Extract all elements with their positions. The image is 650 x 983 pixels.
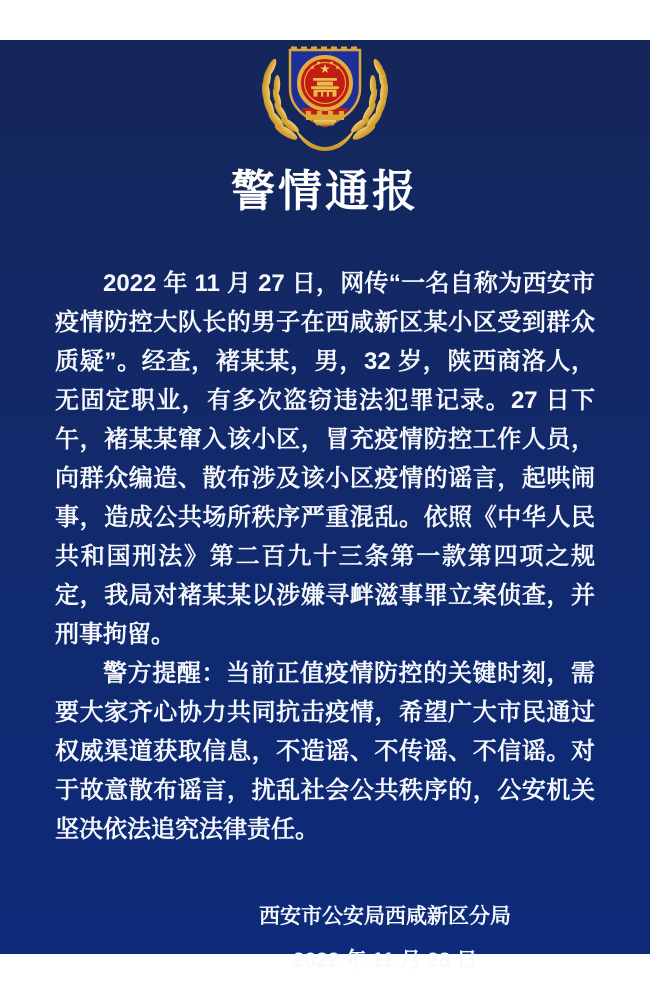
tiananmen-icon [311,78,339,97]
great-wall-gate [313,120,337,126]
police-notice-page [0,40,650,972]
police-badge-icon [250,40,400,152]
notice-title: 警情通报 [231,167,419,216]
signature-block [120,895,650,983]
issuing-agency: 西安市公安局西咸新区分局 [259,905,511,928]
badge-base-fan [294,126,356,151]
notice-body [55,264,595,849]
notice-paragraph-2: 警方提醒：当前正值疫情防控的关键时刻，需要大家齐心协力共同抗击疫情，希望广大市民通过权威渠道获取信息，不造谣、不传谣、不信谣。对于故意散布谣言，扰乱社会公共秩序的，公安机关坚决依法追究法律责任。 [55,660,595,843]
issue-date: 2022 年 11 月 28 日 [292,949,478,972]
notice-paragraph-1: 2022 年 11 月 27 日，网传“一名自称为西安市疫情防控大队长的男子在西咸新区某小区受到群众质疑”。经查，褚某某，男，32 岁，陕西商洛人，无固定职业，有多次盗窃违法犯罪记录。27 日下午，褚某某窜入该小区，冒充疫情防控工作人员，向群众编造、散布涉及该小区疫情的谣言，起哄闹事，造成公共场所秩序严重混乱。依照《中华人民共和国刑法》第二百九十三条第一款第四项之规定，我局对褚某某以涉嫌寻衅滋事罪立案侦查，并刑事拘留。 [55,270,595,648]
